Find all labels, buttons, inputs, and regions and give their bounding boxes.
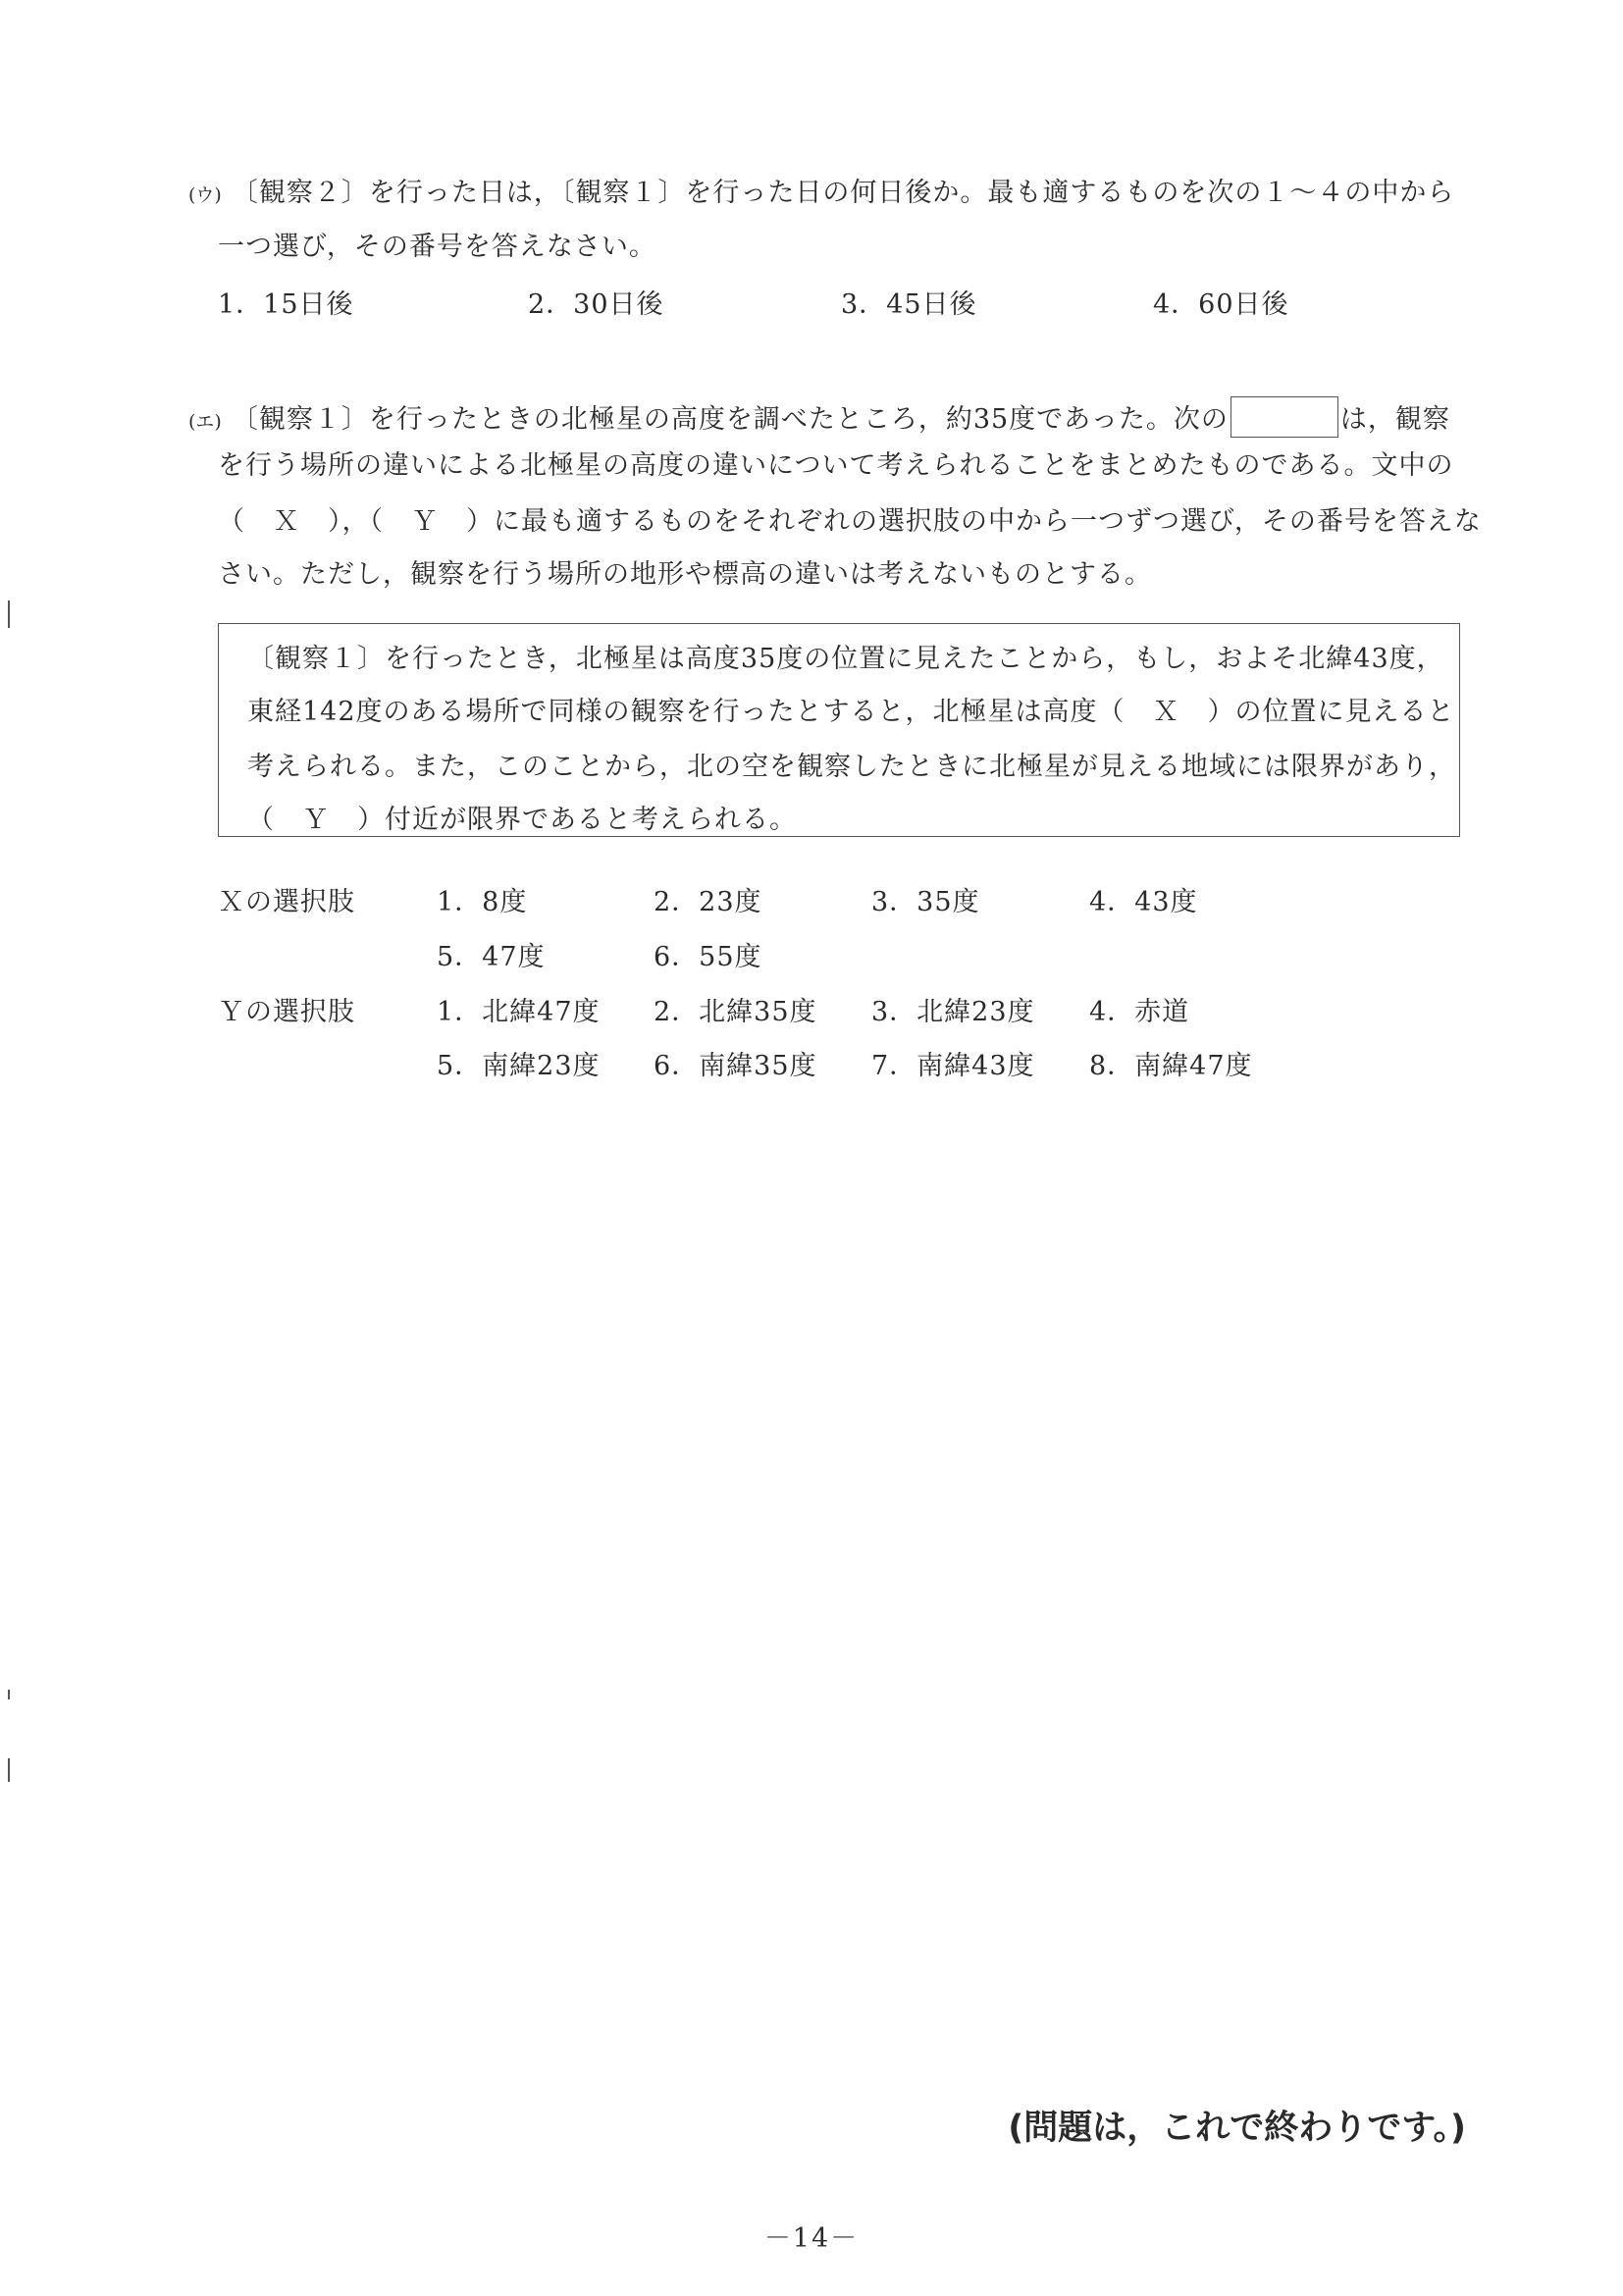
question-u-choice-2: 2．30日後 [528,289,664,320]
question-u-choice-4: 4．60日後 [1153,289,1289,320]
y-options-label: Ｙの選択肢 [218,997,355,1027]
y-option-3: 3．北緯23度 [871,997,1035,1027]
question-e-text-1b: は，観察 [1339,404,1450,435]
x-option-3: 3．35度 [871,887,980,917]
question-e-marker: (エ) [188,411,222,433]
x-option-1: 1．8度 [437,887,528,917]
question-e-line-2: を行う場所の違いによる北極星の高度の違いについて考えられることをまとめたものである。文中の [218,450,1454,481]
inline-blank-box [1230,396,1338,438]
y-option-6: 6．南緯35度 [654,1051,817,1081]
question-e-line-3: （ Ｘ ），（ Ｙ ）に最も適するものをそれぞれの選択肢の中から一つずつ選び，その番号を答えな [218,506,1482,537]
question-u-text-1: 〔観察２〕を行った日は，〔観察１〕を行った日の何日後か。最も適するものを次の１～４の中から [231,178,1455,208]
x-option-6: 6．55度 [654,942,762,972]
summary-line-1: 〔観察１〕を行ったとき，北極星は高度35度の位置に見えたことから，もし，およそ北緯43度， [247,644,1444,674]
question-u-marker: (ウ) [188,184,222,206]
y-option-2: 2．北緯35度 [654,997,817,1027]
summary-line-3: 考えられる。また，このことから，北の空を観察したときに北極星が見える地域には限界があり， [247,752,1456,782]
x-option-4: 4．43度 [1089,887,1198,917]
question-e-line-1 [188,396,1450,438]
closing-note: (問題は，これで終わりです。) [1008,2109,1466,2148]
x-options-label: Ｘの選択肢 [218,887,355,917]
summary-line-2: 東経142度のある場所で同様の観察を行ったとすると，北極星は高度（ Ｘ ）の位置に見えると [247,697,1455,727]
summary-line-4: （ Ｙ ）付近が限界であると考えられる。 [247,805,797,835]
x-option-5: 5．47度 [437,942,546,972]
y-option-4: 4．赤道 [1089,997,1190,1027]
question-u-line-1 [188,180,1454,206]
y-option-5: 5．南緯23度 [437,1051,601,1081]
margin-mark [8,1758,10,1782]
question-u-choice-3: 3．45日後 [841,289,977,320]
y-option-7: 7．南緯43度 [871,1051,1035,1081]
margin-mark [8,600,10,628]
page-number: －14－ [763,2223,860,2254]
question-u-choice-1: 1．15日後 [218,289,354,320]
y-option-8: 8．南緯47度 [1089,1051,1253,1081]
margin-mark [8,1690,10,1699]
y-option-1: 1．北緯47度 [437,997,601,1027]
question-e-text-1a: 〔観察１〕を行ったときの北極星の高度を調べたところ，約35度であった。次の [231,404,1229,435]
question-e-line-4: さい。ただし，観察を行う場所の地形や標高の違いは考えないものとする。 [218,559,1152,590]
x-option-2: 2．23度 [654,887,762,917]
question-u-line-2: 一つ選び，その番号を答えなさい。 [218,232,656,262]
